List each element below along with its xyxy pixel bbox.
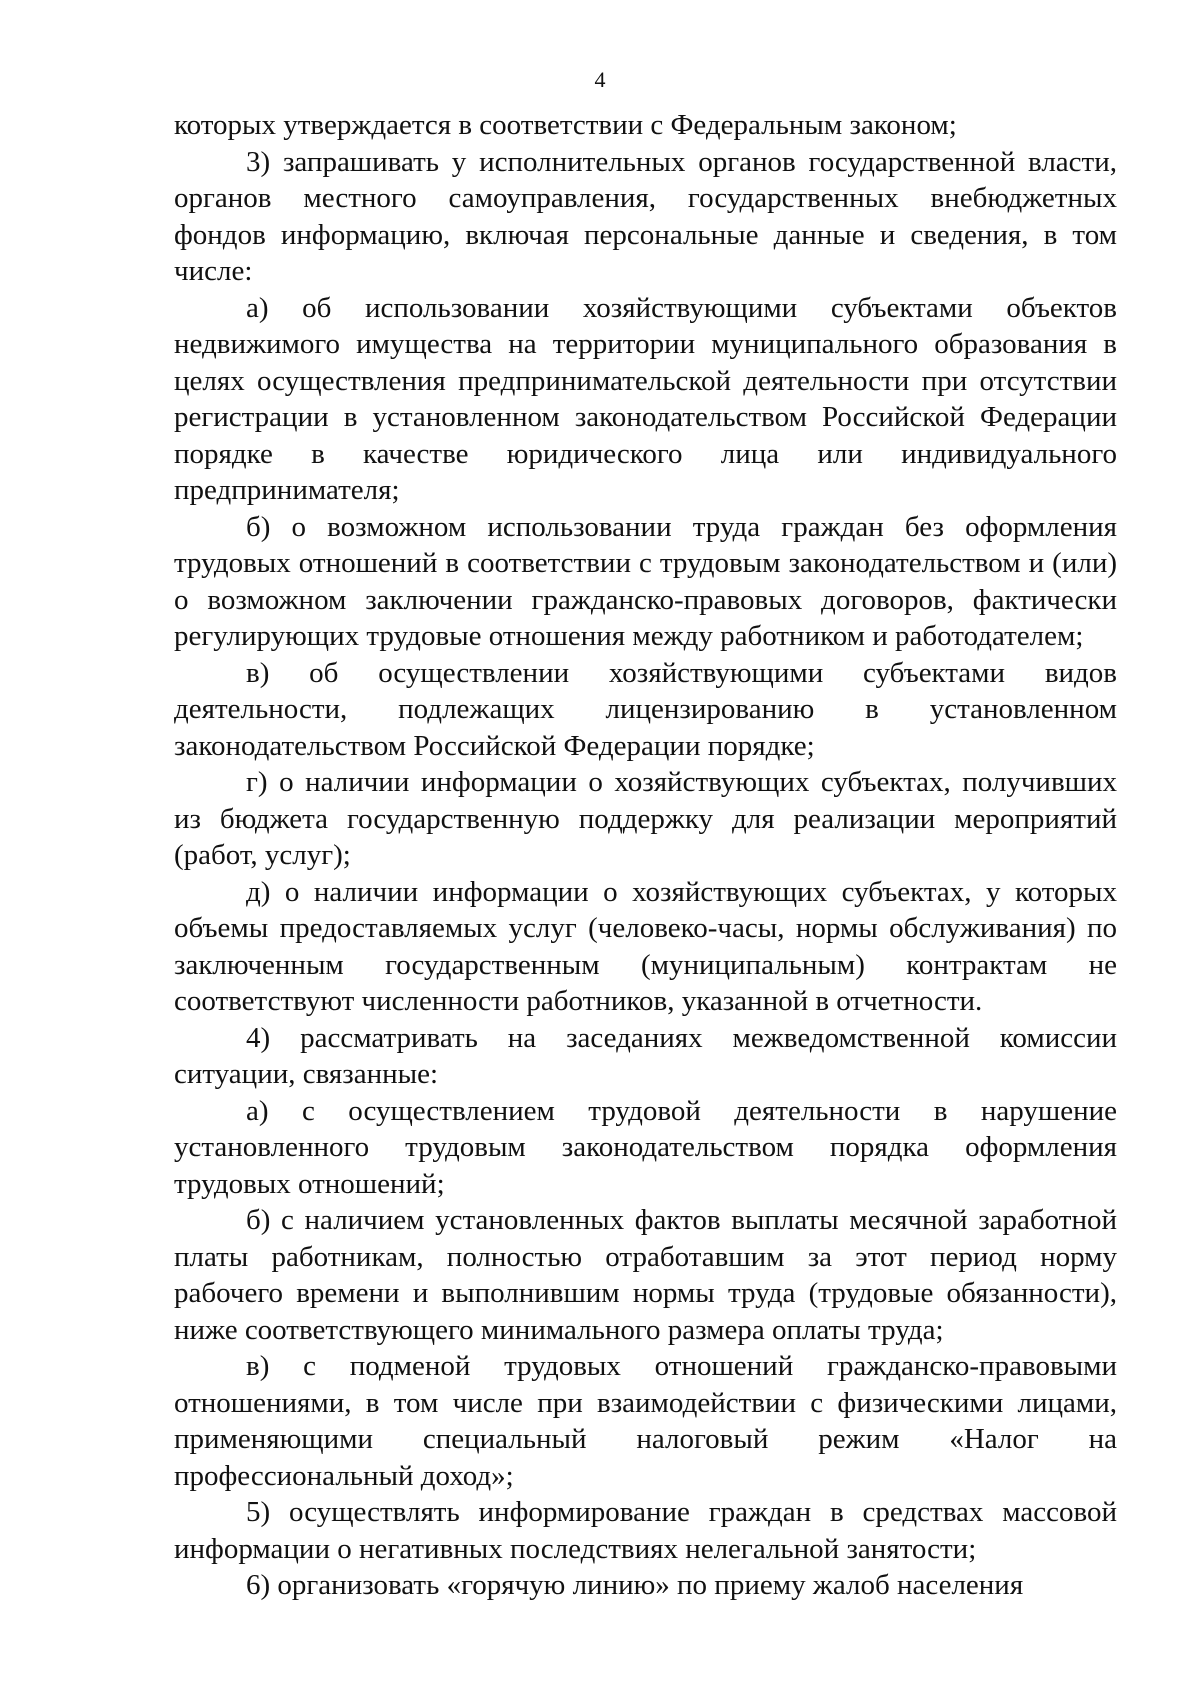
paragraph-item-3: 3) запрашивать у исполнительных органов государственной власти, органов местного самоуправления, государственных внебюджетных фондов информацию, включая персональные данные и сведения, в том числе: <box>174 145 1117 287</box>
paragraph-continuation: которых утверждается в соответствии с Федеральным законом; <box>174 109 957 141</box>
paragraph-item-4a: а) с осуществлением трудовой деятельности в нарушение установленного трудовым законодательством порядка оформления трудовых отношений; <box>174 1094 1117 1200</box>
paragraph-item-4v: в) с подменой трудовых отношений гражданско-правовыми отношениями, в том числе при взаимодействии с физическими лицами, применяющими специальный налоговый режим «Налог на профессиональный доход»; <box>174 1350 1117 1492</box>
paragraph-item-3g: г) о наличии информации о хозяйствующих субъектах, получивших из бюджета государственную поддержку для реализации мероприятий (работ, услуг); <box>174 766 1117 871</box>
paragraph-item-3v: в) об осуществлении хозяйствующими субъектами видов деятельности, подлежащих лицензированию в установленном законодательством Российской Федерации порядке; <box>174 656 1117 762</box>
page-number: 4 <box>594 67 606 92</box>
paragraph-item-3b: б) о возможном использовании труда граждан без оформления трудовых отношений в соответствии с трудовым законодательством и (или) о возможном заключении гражданско-правовых договоров, фактически регулирующих трудовые отношения между работником и работодателем; <box>174 510 1117 652</box>
paragraph-item-5: 5) осуществлять информирование граждан в средствах массовой информации о негативных последствиях нелегальной занятости; <box>174 1496 1117 1565</box>
paragraph-item-4b: б) с наличием установленных фактов выплаты месячной заработной платы работникам, полностью отработавшим за этот период норму рабочего времени и выполнившим нормы труда (трудовые обязанности), ниже соответствующего минимального размера оплаты труда; <box>174 1204 1117 1346</box>
paragraph-item-6: 6) организовать «горячую линию» по приему жалоб населения <box>246 1569 1024 1601</box>
paragraph-item-3a: а) об использовании хозяйствующими субъектами объектов недвижимого имущества на территории муниципального образования в целях осуществления предпринимательской деятельности при отсутствии регистрации в установленном законодательством Российской Федерации порядке в качестве юридического лица или индивидуального предпринимателя; <box>174 291 1117 506</box>
document-body <box>174 107 1117 1604</box>
paragraph-item-4: 4) рассматривать на заседаниях межведомственной комиссии ситуации, связанные: <box>174 1021 1117 1090</box>
paragraph-item-3d: д) о наличии информации о хозяйствующих субъектах, у которых объемы предоставляемых услуг (человеко-часы, нормы обслуживания) по заключенным государственным (муниципальным) контрактам не соответствуют численности работников, указанной в отчетности. <box>174 875 1117 1017</box>
